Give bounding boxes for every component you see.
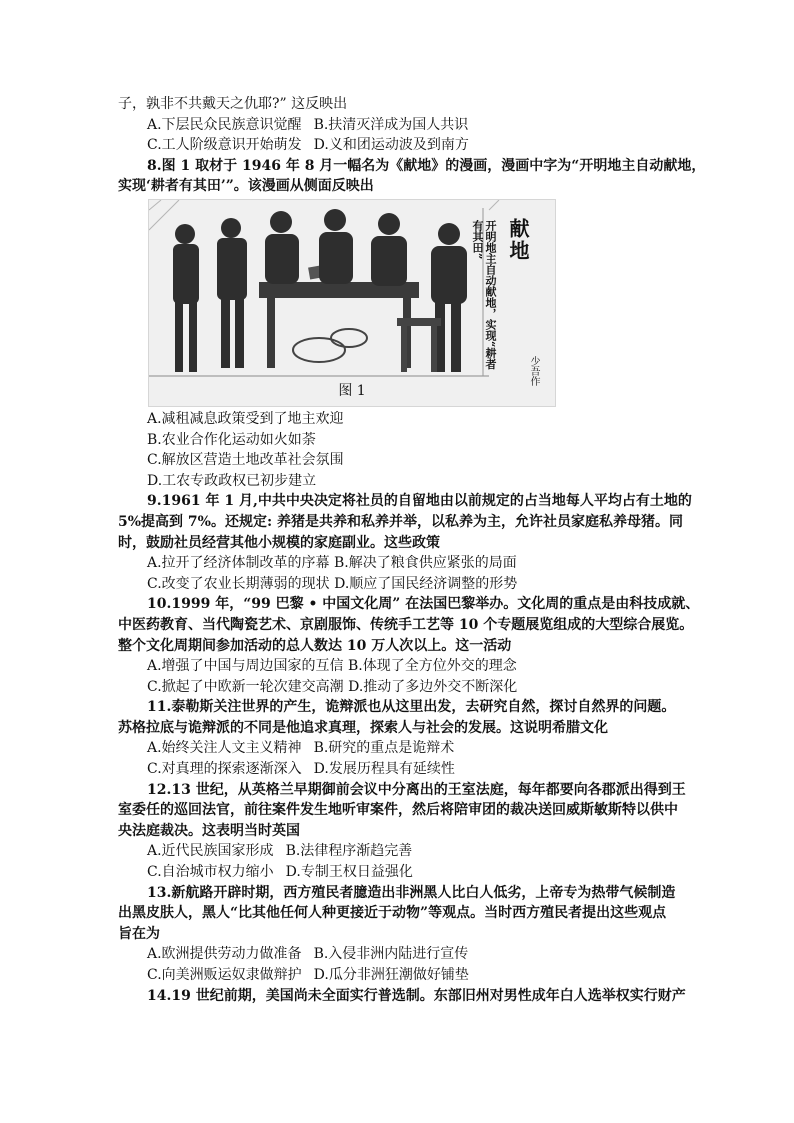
q12-option-b[interactable]: B.法律程序渐趋完善 (285, 843, 413, 860)
q8-option-a[interactable]: A.减租减息政策受到了地主欢迎 (147, 410, 344, 427)
q11-option-d[interactable]: D.发展历程具有延续性 (313, 761, 455, 778)
q9-options-row-2[interactable]: C.改变了农业长期薄弱的现状 D.顺应了国民经济调整的形势 (147, 575, 518, 592)
q8-stem-line-1: 8.图 1 取材于 1946 年 8 月一幅名为《献地》的漫画，漫画中字为“开明地主自动献地， (147, 157, 706, 174)
question-column (118, 94, 706, 1006)
q10-stem-line-3: 整个文化周期间参加活动的总人数达 10 万人次以上。这一活动 (118, 637, 512, 654)
q10-stem-line-2: 中医药教育、当代陶瓷艺术、京剧服饰、传统手工艺等 10 个专题展览组成的大型综合展览。 (118, 616, 694, 633)
q14-stem-line-1: 14.19 世纪前期，美国尚未全面实行普选制。东部旧州对男性成年白人选举权实行财产 (147, 987, 686, 1004)
q13-stem-line-2: 出黑皮肤人，黑人“比其他任何人种更接近于动物”等观点。当时西方殖民者提出这些观点 (118, 905, 667, 922)
q9-stem-line-1: 9.1961 年 1 月,中共中央决定将社员的自留地由以前规定的占当地每人平均占有土地的 (147, 493, 692, 510)
q12-option-d[interactable]: D.专制王权日益强化 (285, 864, 413, 881)
q7-options-row-1 (118, 115, 684, 136)
q7-option-b[interactable]: B.扶清灭洋成为国人共识 (313, 116, 469, 133)
q12-options-row-2 (118, 862, 684, 883)
q13-stem-line-1: 13.新航路开辟时期，西方殖民者臆造出非洲黑人比白人低劣，上帝专为热带气候制造 (147, 884, 676, 901)
q13-option-a[interactable]: A.欧洲提供劳动力做准备 (147, 946, 302, 963)
q8-option-d[interactable]: D.工农专政政权已初步建立 (147, 472, 317, 489)
q9-stem-line-3: 时，鼓励社员经营其他小规模的家庭副业。这些政策 (118, 534, 440, 551)
q13-options-row-2 (118, 965, 684, 986)
q10-options-row-2[interactable]: C.掀起了中欧新一轮次建交高潮 D.推动了多边外交不断深化 (147, 678, 518, 695)
q13-stem-line-3: 旨在为 (118, 925, 160, 942)
q7-text-tail: 子，孰非不共戴天之仇耶?” 这反映出 (118, 96, 348, 112)
q7-options-row-2 (118, 135, 684, 156)
q12-stem-line-2: 室委任的巡回法官，前往案件发生地听审案件，然后将陪审团的裁决送回威斯敏斯特以供中 (118, 802, 678, 819)
q12-stem-line-1: 12.13 世纪，从英格兰早期御前会议中分离出的王室法庭，每年都要向各郡派出得到王 (147, 781, 686, 798)
q7-option-c[interactable]: C.工人阶级意识开始萌发 (147, 137, 302, 154)
q13-option-b[interactable]: B.入侵非洲内陆进行宣传 (313, 946, 469, 963)
q11-options-row-1 (118, 738, 684, 759)
cartoon-slogan: 开明地主自动献地，实现“耕者有其田” (471, 219, 497, 370)
q11-option-a[interactable]: A.始终关注人文主义精神 (147, 740, 302, 757)
q11-option-b[interactable]: B.研究的重点是诡辩术 (313, 740, 455, 757)
q13-options-row-1 (118, 944, 684, 965)
q11-stem-line-2: 苏格拉底与诡辩派的不同是他追求真理，探索人与社会的发展。这说明希腊文化 (118, 719, 608, 736)
q12-option-c[interactable]: C.自治城市权力缩小 (147, 864, 274, 881)
q13-option-d[interactable]: D.瓜分非洲狂潮做好铺垫 (313, 967, 469, 983)
q7-option-a[interactable]: A.下层民众民族意识觉醒 (147, 116, 302, 133)
q10-options-row-1[interactable]: A.增强了中国与周边国家的互信 B.体现了全方位外交的理念 (147, 658, 517, 675)
q13-option-c[interactable]: C.向美洲贩运奴隶做辩护 (147, 967, 302, 983)
q12-option-a[interactable]: A.近代民族国家形成 (147, 843, 274, 860)
q11-stem-line-1: 11.泰勒斯关注世界的产生，诡辩派也从这里出发，去研究自然，探讨自然界的问题。 (147, 699, 676, 716)
q9-options-row-1[interactable]: A.拉开了经济体制改革的序幕 B.解决了粮食供应紧张的局面 (147, 555, 517, 572)
cartoon-title: 献地 (506, 217, 530, 262)
q12-stem-line-3: 央法庭裁决。这表明当时英国 (118, 822, 300, 839)
q9-stem-line-2: 5%提高到 7%。还规定: 养猪是共养和私养并举，以私养为主，允许社员家庭私养母猪。同 (118, 513, 684, 530)
q11-options-row-2 (118, 759, 684, 780)
q7-option-d[interactable]: D.义和团运动波及到南方 (313, 137, 469, 154)
q8-stem-line-2: 实现‘耕者有其田’”。该漫画从侧面反映出 (118, 178, 374, 195)
q12-options-row-1 (118, 841, 684, 862)
q8-option-c[interactable]: C.解放区营造土地改革社会氛围 (147, 452, 344, 469)
q11-option-c[interactable]: C.对真理的探索逐渐深入 (147, 761, 302, 778)
q10-stem-line-1: 10.1999 年，“99 巴黎 • 中国文化周” 在法国巴黎举办。文化周的重点是由科技成就、 (147, 596, 700, 613)
q8-option-b[interactable]: B.农业合作化运动如火如荼 (147, 431, 316, 448)
q8-cartoon-figure (148, 199, 556, 407)
figure-caption: 图 1 (338, 382, 366, 399)
cartoon-author: 少吾作 (528, 355, 539, 386)
